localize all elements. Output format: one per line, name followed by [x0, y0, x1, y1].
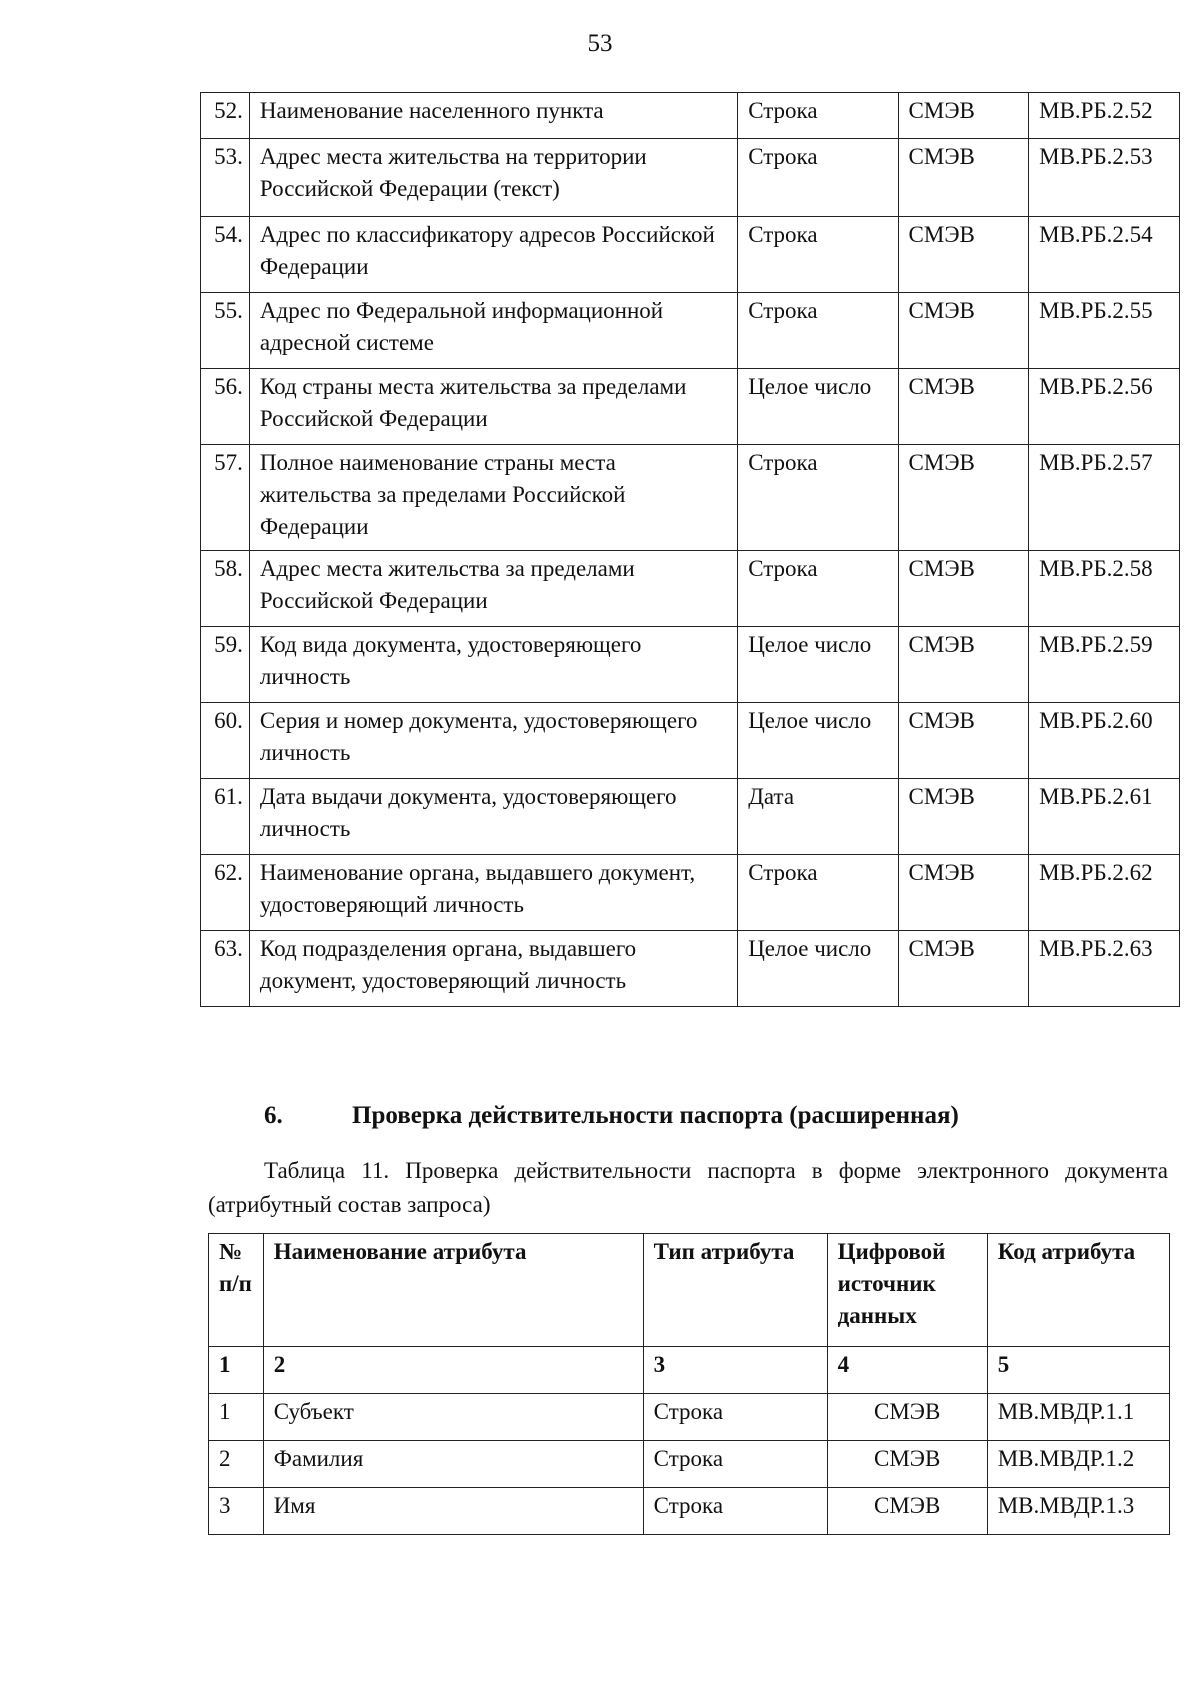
attribute-code: МВ.РБ.2.61 [1029, 779, 1180, 855]
attribute-code: МВ.РБ.2.57 [1029, 445, 1180, 551]
attribute-name: Фамилия [263, 1441, 643, 1488]
attribute-name: Субъект [263, 1394, 643, 1441]
attribute-name: Имя [263, 1488, 643, 1535]
index-cell: 2 [263, 1347, 643, 1394]
attribute-name: Код страны места жительства за пределами Российской Федерации [249, 369, 737, 445]
attribute-name: Полное наименование страны места жительства за пределами Российской Федерации [249, 445, 737, 551]
index-cell: 4 [827, 1347, 987, 1394]
attribute-name: Адрес по классификатору адресов Российской Федерации [249, 217, 737, 293]
attribute-type: Строка [643, 1394, 827, 1441]
row-number: 53. [201, 139, 250, 217]
table-caption: Таблица 11. Проверка действительности паспорта в форме электронного документа (атрибутный состав запроса) [208, 1158, 1168, 1217]
attribute-code: МВ.РБ.2.54 [1029, 217, 1180, 293]
attribute-name: Наименование органа, выдавшего документ, удостоверяющий личность [249, 855, 737, 931]
attribute-name: Код вида документа, удостоверяющего личность [249, 627, 737, 703]
data-source: СМЭВ [898, 703, 1029, 779]
column-index-row [209, 1347, 1170, 1394]
attribute-code: МВ.МВДР.1.1 [987, 1394, 1169, 1441]
row-number: 62. [201, 855, 250, 931]
data-source: СМЭВ [898, 551, 1029, 627]
row-number: 57. [201, 445, 250, 551]
row-number: 52. [201, 93, 250, 139]
attribute-name: Адрес места жительства за пределами Российской Федерации [249, 551, 737, 627]
table-row [201, 551, 1180, 627]
data-source: СМЭВ [898, 779, 1029, 855]
row-number: 63. [201, 931, 250, 1007]
page-number: 53 [587, 30, 613, 57]
table-row [201, 369, 1180, 445]
row-number: 54. [201, 217, 250, 293]
table-row [201, 703, 1180, 779]
index-cell: 1 [209, 1347, 264, 1394]
data-source: СМЭВ [827, 1394, 987, 1441]
data-source: СМЭВ [898, 855, 1029, 931]
row-number: 55. [201, 293, 250, 369]
table-row [201, 139, 1180, 217]
attribute-type: Целое число [738, 627, 898, 703]
attributes-table-continued [200, 92, 1180, 1007]
data-source: СМЭВ [898, 217, 1029, 293]
attribute-type: Строка [738, 93, 898, 139]
row-number: 1 [209, 1394, 264, 1441]
attribute-code: МВ.РБ.2.52 [1029, 93, 1180, 139]
attribute-type: Строка [738, 551, 898, 627]
attribute-type: Дата [738, 779, 898, 855]
table-row [201, 217, 1180, 293]
data-source: СМЭВ [898, 931, 1029, 1007]
row-number: 3 [209, 1488, 264, 1535]
table-row [201, 627, 1180, 703]
attribute-type: Целое число [738, 369, 898, 445]
attribute-type: Строка [738, 293, 898, 369]
data-source: СМЭВ [898, 139, 1029, 217]
attribute-code: МВ.РБ.2.58 [1029, 551, 1180, 627]
data-source: СМЭВ [898, 369, 1029, 445]
table-row [209, 1441, 1170, 1488]
attribute-code: МВ.РБ.2.53 [1029, 139, 1180, 217]
attribute-name: Код подразделения органа, выдавшего документ, удостоверяющий личность [249, 931, 737, 1007]
section-heading [264, 1102, 959, 1130]
section-title: Проверка действительности паспорта (расширенная) [352, 1102, 959, 1129]
attribute-code: МВ.МВДР.1.2 [987, 1441, 1169, 1488]
attribute-code: МВ.РБ.2.62 [1029, 855, 1180, 931]
data-source: СМЭВ [898, 293, 1029, 369]
data-source: СМЭВ [898, 93, 1029, 139]
table-header-row [209, 1234, 1170, 1347]
attribute-name: Адрес места жительства на территории Российской Федерации (текст) [249, 139, 737, 217]
section-number: 6. [264, 1102, 283, 1129]
row-number: 56. [201, 369, 250, 445]
attribute-name: Наименование населенного пункта [249, 93, 737, 139]
table-row [209, 1488, 1170, 1535]
row-number: 58. [201, 551, 250, 627]
table-11 [208, 1233, 1170, 1535]
table-row [201, 293, 1180, 369]
data-source: СМЭВ [827, 1488, 987, 1535]
header-name: Наименование атрибута [263, 1234, 643, 1347]
attribute-type: Строка [738, 139, 898, 217]
attribute-code: МВ.РБ.2.56 [1029, 369, 1180, 445]
attribute-name: Адрес по Федеральной информационной адресной системе [249, 293, 737, 369]
attribute-code: МВ.РБ.2.63 [1029, 931, 1180, 1007]
attribute-type: Строка [738, 445, 898, 551]
data-source: СМЭВ [827, 1441, 987, 1488]
attribute-name: Серия и номер документа, удостоверяющего личность [249, 703, 737, 779]
attribute-type: Целое число [738, 703, 898, 779]
index-cell: 5 [987, 1347, 1169, 1394]
row-number: 59. [201, 627, 250, 703]
attribute-code: МВ.РБ.2.59 [1029, 627, 1180, 703]
attribute-type: Строка [643, 1488, 827, 1535]
header-code: Код атрибута [987, 1234, 1169, 1347]
attribute-code: МВ.РБ.2.60 [1029, 703, 1180, 779]
table-row [201, 855, 1180, 931]
data-source: СМЭВ [898, 627, 1029, 703]
row-number: 60. [201, 703, 250, 779]
attribute-code: МВ.РБ.2.55 [1029, 293, 1180, 369]
header-source: Цифровой источник данных [827, 1234, 987, 1347]
row-number: 2 [209, 1441, 264, 1488]
header-num: № п/п [209, 1234, 264, 1347]
attribute-name: Дата выдачи документа, удостоверяющего личность [249, 779, 737, 855]
data-source: СМЭВ [898, 445, 1029, 551]
table-row [201, 93, 1180, 139]
attribute-type: Строка [738, 217, 898, 293]
table-row [209, 1394, 1170, 1441]
table-row [201, 779, 1180, 855]
index-cell: 3 [643, 1347, 827, 1394]
row-number: 61. [201, 779, 250, 855]
attribute-code: МВ.МВДР.1.3 [987, 1488, 1169, 1535]
table-row [201, 445, 1180, 551]
attribute-type: Строка [643, 1441, 827, 1488]
header-type: Тип атрибута [643, 1234, 827, 1347]
attribute-type: Целое число [738, 931, 898, 1007]
table-row [201, 931, 1180, 1007]
attribute-type: Строка [738, 855, 898, 931]
